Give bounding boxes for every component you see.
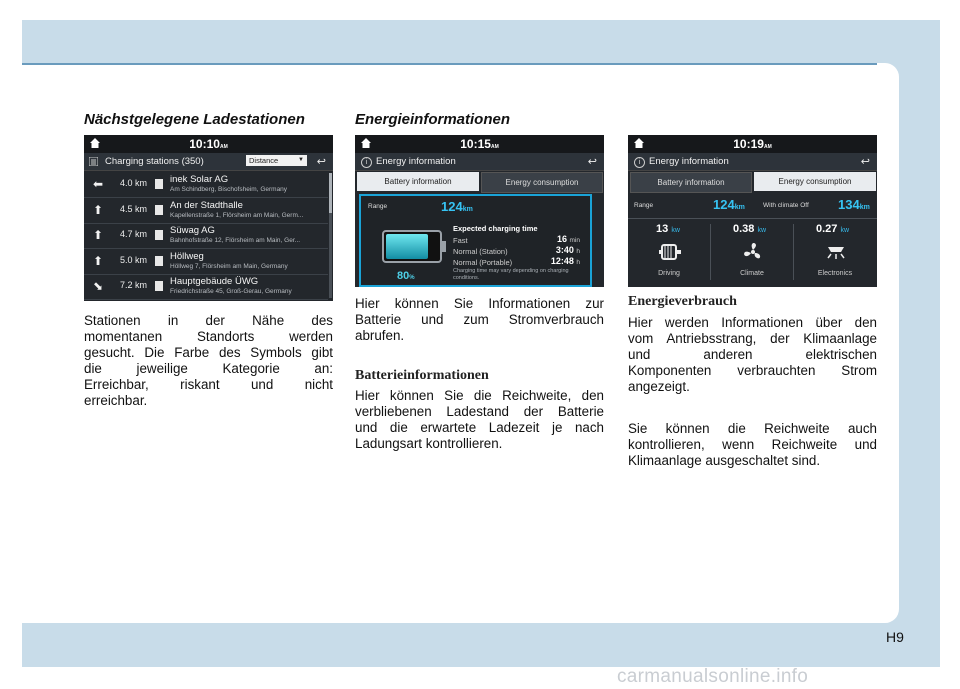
screen-title: Energy information bbox=[376, 156, 456, 167]
station-address: Kapellenstraße 1, Flörsheim am Main, Germ... bbox=[170, 211, 304, 219]
scrollbar[interactable] bbox=[329, 173, 332, 298]
subheading-battery-info: Batterieinformationen bbox=[355, 368, 489, 383]
climate-cell bbox=[711, 223, 793, 283]
title-bar bbox=[355, 153, 604, 171]
lamp-icon bbox=[824, 241, 848, 263]
left-paragraph: Stationen in der Nähe des momentanen Standorts werden gesucht. Die Farbe des Symbols gibt die jeweilige Kategorie an: Erreichbar, riskant und nicht erreichbar. bbox=[84, 313, 333, 408]
screen-title: Energy information bbox=[649, 156, 729, 167]
electronics-label: Electronics bbox=[817, 270, 853, 277]
range-value: 124km bbox=[441, 199, 473, 214]
climate-off-label: With climate Off bbox=[763, 202, 809, 209]
tab-energy-consumption[interactable]: Energy consumption bbox=[754, 172, 876, 191]
tab-battery-information[interactable]: Battery information bbox=[357, 172, 479, 191]
energy-consumption-screen bbox=[628, 135, 877, 287]
motor-icon bbox=[658, 241, 682, 263]
station-value: 3:40 h bbox=[555, 245, 580, 255]
range-label: Range bbox=[634, 202, 654, 209]
station-distance: 4.5 km bbox=[120, 203, 148, 214]
chevron-down-icon: ▼ bbox=[298, 157, 304, 163]
tab-battery-information[interactable]: Battery information bbox=[630, 172, 752, 193]
header-rule bbox=[22, 63, 877, 65]
station-address: Am Schindberg, Bischofsheim, Germany bbox=[170, 186, 288, 193]
climate-label: Climate bbox=[740, 270, 764, 277]
fast-label: Fast bbox=[453, 236, 468, 245]
fast-value: 16 min bbox=[556, 234, 580, 244]
screen-title: Charging stations (350) bbox=[105, 156, 204, 167]
station-name: inek Solar AG bbox=[170, 174, 229, 185]
station-address: Friedrichstraße 45, Groß-Gerau, Germany bbox=[170, 288, 292, 295]
fan-icon bbox=[741, 241, 765, 263]
charger-icon bbox=[155, 281, 163, 291]
climate-off-value: 134km bbox=[838, 197, 870, 212]
station-row[interactable] bbox=[84, 249, 328, 275]
station-name: Hauptgebäude ÜWG bbox=[170, 276, 259, 287]
charging-time-title: Expected charging time bbox=[453, 224, 538, 233]
direction-arrow-icon: ⬊ bbox=[93, 279, 104, 293]
watermark: carmanualsonline.info bbox=[617, 666, 809, 687]
right-paragraph-2: Sie können die Reichweite auch kontrollieren, wenn Reichweite und Klimaanlage ausgeschaltet sind. bbox=[628, 421, 877, 468]
info-icon: i bbox=[361, 157, 372, 168]
subheading-energy-consumption: Energieverbrauch bbox=[628, 294, 737, 309]
station-distance: 4.7 km bbox=[120, 229, 148, 239]
battery-info-screen bbox=[355, 135, 604, 287]
direction-arrow-icon: ⬆ bbox=[93, 253, 104, 268]
station-distance: 5.0 km bbox=[120, 254, 148, 265]
back-icon[interactable]: ↩ bbox=[316, 156, 326, 168]
electronics-value: 0.27 kw bbox=[816, 223, 850, 235]
status-bar bbox=[628, 135, 877, 153]
back-icon[interactable]: ↩ bbox=[860, 156, 870, 168]
electronics-cell bbox=[794, 223, 876, 283]
direction-arrow-icon: ⬆ bbox=[93, 202, 104, 217]
charger-icon bbox=[155, 230, 163, 240]
status-bar bbox=[355, 135, 604, 153]
station-name: An der Stadthalle bbox=[170, 199, 243, 211]
battery-percent: 80% bbox=[397, 270, 415, 282]
battery-icon bbox=[382, 230, 442, 263]
station-row[interactable] bbox=[84, 274, 328, 300]
range-value: 124km bbox=[713, 197, 745, 212]
info-icon: i bbox=[634, 157, 645, 168]
driving-cell bbox=[628, 223, 710, 283]
station-row[interactable] bbox=[84, 172, 328, 198]
station-address: Bahnhofstraße 12, Flörsheim am Main, Ger... bbox=[170, 237, 301, 244]
list-icon bbox=[89, 157, 98, 166]
right-paragraph: Hier werden Informationen über den vom Antriebsstrang, der Klimaanlage und anderen elektrischen Komponenten verbrauchten Strom angezeigt. bbox=[628, 315, 877, 394]
title-bar bbox=[628, 153, 877, 171]
tab-bar bbox=[357, 172, 602, 192]
heading-charging-stations: Nächstgelegene Ladestationen bbox=[84, 111, 305, 128]
heading-energy-info: Energieinformationen bbox=[355, 111, 511, 128]
divider bbox=[628, 218, 877, 219]
portable-value: 12:48 h bbox=[550, 256, 580, 266]
climate-value: 0.38 kw bbox=[733, 223, 767, 235]
station-name: Süwag AG bbox=[170, 225, 215, 236]
back-icon[interactable]: ↩ bbox=[587, 156, 597, 168]
direction-arrow-icon: ⬅ bbox=[93, 177, 104, 191]
station-row[interactable] bbox=[84, 223, 328, 249]
clock: 10:19AM bbox=[733, 137, 772, 151]
title-bar bbox=[84, 153, 333, 171]
station-name: Höllweg bbox=[170, 250, 204, 262]
portable-label: Normal (Portable) bbox=[453, 258, 513, 267]
station-row[interactable] bbox=[84, 198, 328, 224]
station-distance: 4.0 km bbox=[120, 178, 148, 188]
driving-value: 13 kw bbox=[656, 223, 680, 235]
clock: 10:10AM bbox=[189, 137, 228, 151]
station-label: Normal (Station) bbox=[453, 247, 508, 256]
status-bar bbox=[84, 135, 333, 153]
page-number: H9 bbox=[886, 629, 904, 645]
tab-energy-consumption[interactable]: Energy consumption bbox=[481, 172, 603, 193]
charger-icon bbox=[155, 256, 163, 266]
battery-panel bbox=[359, 194, 592, 287]
charger-icon bbox=[155, 179, 163, 189]
station-distance: 7.2 km bbox=[120, 280, 148, 290]
direction-arrow-icon: ⬆ bbox=[93, 228, 104, 242]
range-label: Range bbox=[368, 203, 388, 210]
charger-icon bbox=[155, 205, 163, 215]
driving-label: Driving bbox=[658, 270, 680, 277]
sort-dropdown[interactable]: Distance ▼ bbox=[246, 155, 307, 166]
middle-paragraph: Hier können Sie Informationen zur Batterie und zum Stromverbrauch abrufen. bbox=[355, 296, 604, 343]
charging-stations-screen bbox=[84, 135, 333, 301]
station-address: Höllweg 7, Flörsheim am Main, Germany bbox=[170, 262, 288, 270]
middle-paragraph-2: Hier können Sie die Reichweite, den verbliebenen Ladestand der Batterie und die erwartete Ladezeit je nach Ladungsart kontrollieren. bbox=[355, 388, 604, 451]
tab-bar bbox=[630, 172, 875, 192]
clock: 10:15AM bbox=[460, 137, 499, 151]
charging-note: Charging time may vary depending on charging conditions. bbox=[453, 268, 569, 281]
